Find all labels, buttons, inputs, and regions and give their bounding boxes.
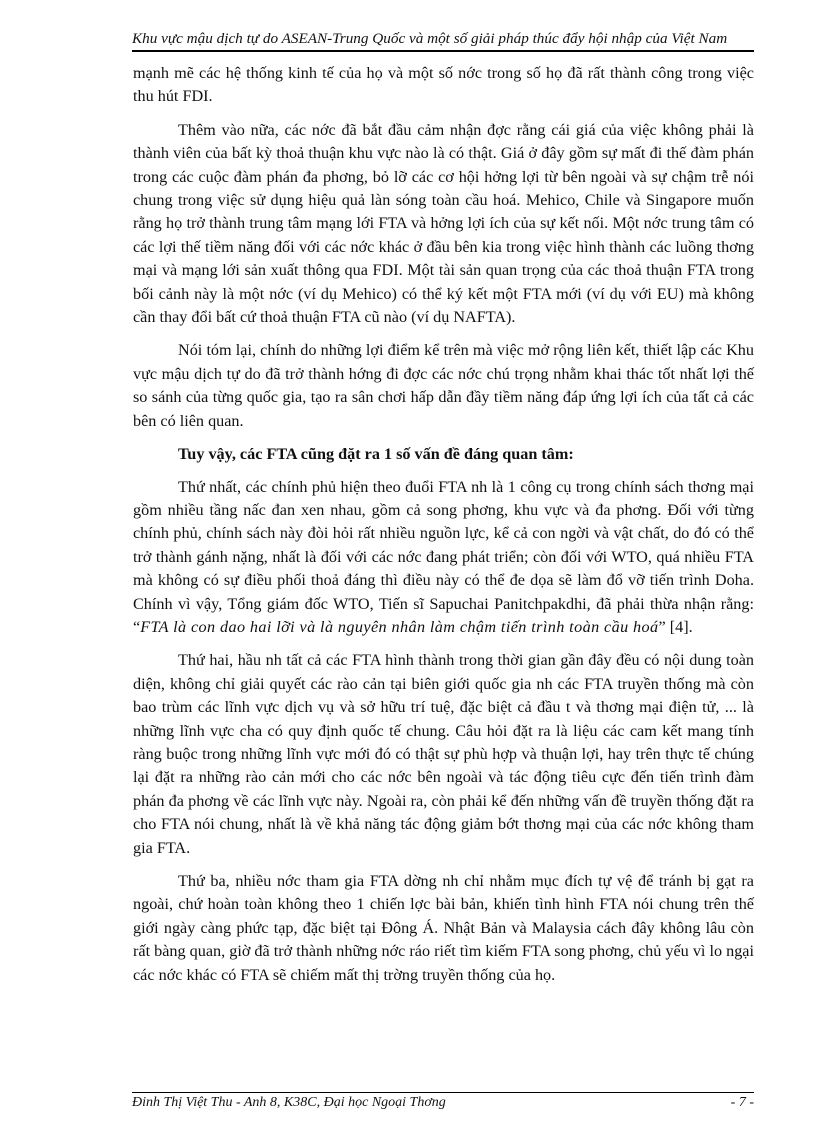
- footer-author: Đinh Thị Việt Thu - Anh 8, K38C, Đại học Ngoại Thơng: [132, 1095, 446, 1110]
- page-number: - 7 -: [730, 1095, 754, 1110]
- paragraph-first-issue: [133, 476, 754, 640]
- running-header: Khu vực mậu dịch tự do ASEAN-Trung Quốc và một số giải pháp thúc đẩy hội nhập của Việt Nam: [132, 30, 728, 47]
- paragraph-cost-of-exclusion: Thêm vào nữa, các nớc đã bắt đầu cảm nhận đợc rằng cái giá của việc không phải là thành viên của bất kỳ thoả thuận khu vực nào là có thật. Giá ở đây gồm sự mất đi thế đàm phán trong các cuộc đàm phán đa phơng, bỏ lỡ các cơ hội hởng lợi từ bên ngoài và sự chậm trễ nói chung trong việc sử dụng hiệu quả làn sóng toàn cầu hoá. Mehico, Chile và Singapore muốn rằng họ trở thành trung tâm mạng lới FTA và hởng lợi ích của sự kết nối. Một nớc trung tâm có các lợi thế tiềm năng đối với các nớc khác ở đầu bên kia trong việc hình thành các luồng thơng mại và mạng lới sản xuất thông qua FDI. Một tài sản quan trọng của các thoả thuận FTA trong bối cảnh này là một nớc (ví dụ Mehico) có thể ký kết một FTA mới (ví dụ với EU) mà không cần thay đổi bất cứ thoả thuận FTA cũ nào (ví dụ NAFTA).: [133, 120, 754, 327]
- document-body: [133, 62, 754, 997]
- paragraph-third-issue: Thứ ba, nhiều nớc tham gia FTA dờng nh chỉ nhằm mục đích tự vệ để tránh bị gạt ra ngoài, chứ hoàn toàn không theo 1 chiến lợc bài bản, khiến tình hình FTA nói chung trên thế giới ngày càng phức tạp, đặc biệt tại Đông Á. Nhật Bản và Malaysia cách đây không lâu còn rất bàng quan, giờ đã trở thành những nớc ráo riết tìm kiếm FTA song phơng, chủ yếu vì lo ngại các nớc khác có FTA sẽ chiếm mất thị trờng truyền thống của họ.: [133, 872, 754, 984]
- footer-divider: [132, 1092, 754, 1093]
- paragraph-continuation: mạnh mẽ các hệ thống kinh tế của họ và một số nớc trong số họ đã rất thành công trong việc thu hút FDI.: [133, 64, 754, 106]
- first-issue-text: Thứ nhất, các chính phủ hiện theo đuổi FTA nh là 1 công cụ trong chính sách thơng mại gồm nhiều tầng nấc đan xen nhau, gồm cả song phơng, khu vực và đa phơng. Đối với từng chính phủ, chính sách này đòi hỏi rất nhiều nguồn lực, kể cả con ngời và vật chất, do đó có thể trở thành gánh nặng, nhất là đối với các nớc đang phát triển; còn đối với WTO, quá nhiều FTA mà không có sự điều phối thoả đáng thì điều này có thể đe dọa sẽ làm đổ vỡ tiến trình Doha. Chính vì vậy, Tổng giám đốc WTO, Tiến sĩ Sapuchai Panitchpakdhi, đã phải thừa nhận rằng: “: [133, 477, 754, 636]
- header-divider: [132, 50, 754, 52]
- section-lead-in: Tuy vậy, các FTA cũng đặt ra 1 số vấn đề đáng quan tâm:: [178, 445, 574, 464]
- wto-quote: FTA là con dao hai lỡi và là nguyên nhân làm chậm tiến trình toàn cầu hoá: [140, 617, 659, 636]
- paragraph-summary: Nói tóm lại, chính do những lợi điểm kể trên mà việc mở rộng liên kết, thiết lập các Khu vực mậu dịch tự do đã trở thành hớng đi đợc các nớc chú trọng nhằm khai thác tốt nhất lợi thế so sánh của từng quốc gia, tạo ra sân chơi hấp dẫn đầy tiềm năng đáp ứng lợi ích của tất cả các bên có liên quan.: [133, 341, 754, 430]
- paragraph-second-issue: Thứ hai, hầu nh tất cả các FTA hình thành trong thời gian gần đây đều có nội dung toàn diện, không chỉ giải quyết các rào cản tại biên giới quốc gia nh các FTA truyền thống mà còn bao trùm các lĩnh vực dịch vụ và sở hữu trí tuệ, đặc biệt cả đầu t và thơng mại điện tử, ... là những lĩnh vực cha có quy định quốc tế chung. Câu hỏi đặt ra là liệu các cam kết mang tính ràng buộc trong những lĩnh vực mới đó có thật sự phù hợp và thuận lợi, hay trên thực tế chúng lại đặt ra những rào cản mới cho các nớc bên ngoài và tác động tiêu cực đến tiến trình đàm phán đa phơng về các lĩnh vực này. Ngoài ra, còn phải kể đến những vấn đề truyền thống đặt ra cho FTA nói chung, nhất là về khả năng tác động giảm bớt thơng mại của các nớc không tham gia FTA.: [133, 651, 754, 857]
- citation: ” [4].: [658, 617, 693, 636]
